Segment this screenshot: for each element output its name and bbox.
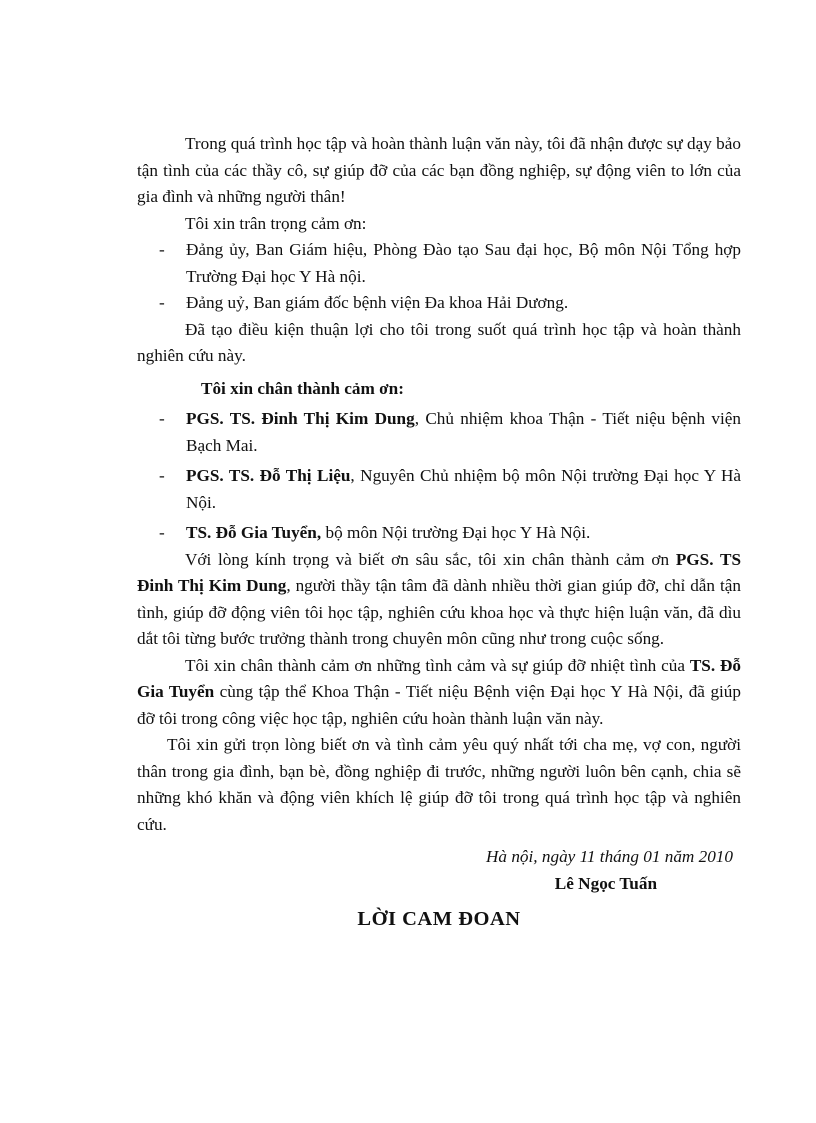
list-item-text: Đảng ủy, Ban Giám hiệu, Phòng Đào tạo Sau đại học, Bộ môn Nội Tổng hợp Trường Đại học Y Hà nội. [186, 240, 741, 286]
respect-thanks-line: Tôi xin trân trọng cảm ơn: [185, 213, 367, 233]
bullet-dash: - [159, 409, 165, 428]
family-thanks-paragraph: Tôi xin gửi trọn lòng biết ơn và tình cảm yêu quý nhất tới cha mẹ, vợ con, người thân trong gia đình, bạn bè, đồng nghiệp đi trước, những người luôn bên cạnh, chia sẽ những khó khăn và động viên khích lệ giúp đỡ tôi trong quá trình học tập và nghiên cứu. [137, 735, 741, 834]
person-name: PGS. TS. Đinh Thị Kim Dung [186, 409, 415, 428]
paragraph-text: cùng tập thể Khoa Thận - Tiết niệu Bệnh viện Đại học Y Hà Nội, đã giúp đỡ tôi trong công việc học tập, nghiên cứu hoàn thành luận văn này. [137, 682, 741, 728]
supervisor-thanks-paragraph [137, 547, 741, 653]
list-item [137, 520, 741, 547]
bullet-dash: - [159, 240, 165, 259]
person-role: bộ môn Nội trường Đại học Y Hà Nội. [321, 523, 591, 542]
list-item [137, 290, 741, 317]
support-paragraph: Đã tạo điều kiện thuận lợi cho tôi trong suốt quá trình học tập và hoàn thành nghiên cứu này. [137, 319, 741, 365]
bullet-dash: - [159, 293, 165, 312]
paragraph-text: Tôi xin chân thành cảm ơn những tình cảm và sự giúp đỡ nhiệt tình của [185, 655, 690, 675]
department-thanks-paragraph [137, 653, 741, 733]
list-item-text: Đảng uỷ, Ban giám đốc bệnh viện Đa khoa Hải Dương. [186, 293, 569, 312]
advisor-name: TS. Đỗ Gia Tuyển [137, 655, 742, 701]
sincere-thanks-heading: Tôi xin chân thành cảm ơn: [201, 378, 404, 398]
person-role: , Nguyên Chủ nhiệm bộ môn Nội trường Đại học Y Hà Nội. [186, 466, 742, 512]
bullet-dash: - [159, 523, 165, 542]
document-body [137, 131, 741, 933]
signer-name: Lê Ngọc Tuấn [554, 873, 657, 893]
paragraph-text: , người thầy tận tâm đã dành nhiều thời gian giúp đỡ, chỉ dẫn tận tình, giúp đỡ động viên tôi học tập, nghiên cứu khoa học và thực hiện luận văn, đã dìu dắt tôi từng bước trưởng thành trong chuyên môn cũng như trong cuộc sống. [137, 576, 741, 648]
section-title: LỜI CAM ĐOAN [357, 908, 521, 930]
supervisor-name: PGS. TS Đinh Thị Kim Dung [137, 549, 741, 595]
paragraph-text: Với lòng kính trọng và biết ơn sâu sắc, tôi xin chân thành cảm ơn [185, 549, 676, 569]
person-role: , Chủ nhiệm khoa Thận - Tiết niệu bệnh viện Bạch Mai. [186, 409, 741, 455]
person-name: TS. Đỗ Gia Tuyển, [186, 523, 322, 542]
intro-paragraph: Trong quá trình học tập và hoàn thành luận văn này, tôi đã nhận được sự dạy bảo tận tình của các thầy cô, sự giúp đỡ của các bạn đồng nghiệp, sự động viên to lớn của gia đình và những người thân! [137, 134, 741, 206]
bullet-dash: - [159, 466, 165, 485]
list-item [137, 406, 741, 459]
person-name: PGS. TS. Đỗ Thị Liệu [186, 466, 351, 485]
list-item [137, 237, 741, 290]
list-item [137, 463, 741, 516]
date-line: Hà nội, ngày 11 tháng 01 năm 2010 [486, 847, 733, 866]
